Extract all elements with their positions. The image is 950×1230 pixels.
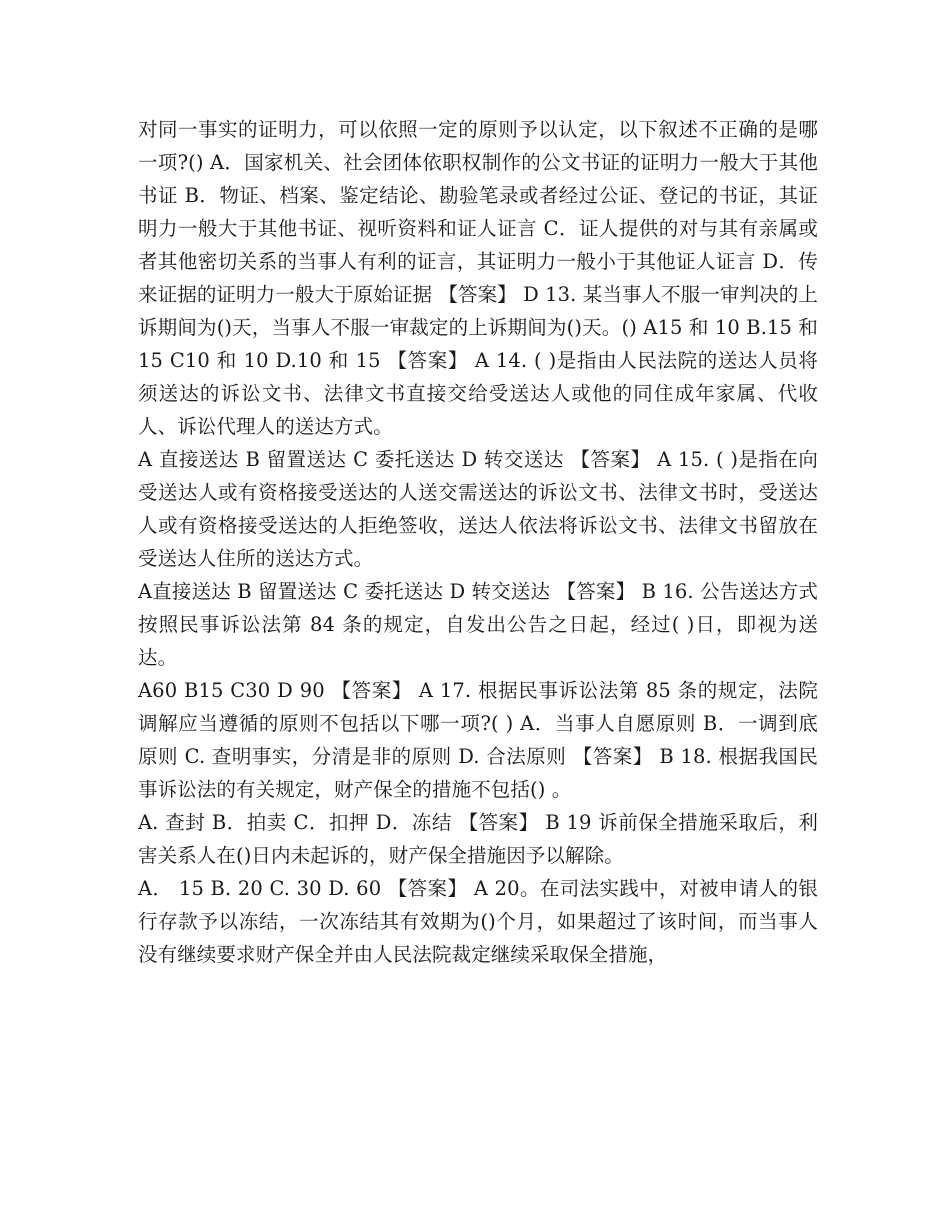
paragraph-q15-q16: A直接送达 B 留置送达 C 委托送达 D 转交送达 【答案】 B 16. 公告送达方式按照民事诉讼法第 84 条的规定，自发出公告之日起，经过( )日，即视为送达。 bbox=[138, 580, 818, 669]
paragraph-q16-q18: A60 B15 C30 D 90 【答案】 A 17. 根据民事诉讼法第 85 条的规定，法院调解应当遵循的原则不包括以下哪一项?( ) A．当事人自愿原则 B．一调到底原则 C. 查明事实，分清是非的原则 D. 合法原则 【答案】 B 18. 根据我国民事诉讼法的有关规定，财产保全的措施不包括() 。 bbox=[138, 679, 818, 801]
document-body bbox=[138, 113, 818, 971]
paragraph-q14-q15: A 直接送达 B 留置送达 C 委托送达 D 转交送达 【答案】 A 15. ( )是指在向受送达人或有资格接受送达的人送交需送达的诉讼文书、法律文书时，受送达人或有资格接受送达的人拒绝签收，送达人依法将诉讼文书、法律文书留放在受送达人住所的送达方式。 bbox=[138, 448, 818, 570]
paragraph-q18-q19: A. 查封 B．拍卖 C．扣押 D．冻结 【答案】 B 19 诉前保全措施采取后，利害关系人在()日内未起诉的，财产保全措施因予以解除。 bbox=[138, 811, 818, 867]
paragraph-q12-q14: 对同一事实的证明力，可以依照一定的原则予以认定，以下叙述不正确的是哪一项?() A．国家机关、社会团体依职权制作的公文书证的证明力一般大于其他书证 B．物证、档案、鉴定结论、勘验笔录或者经过公证、登记的书证，其证明力一般大于其他书证、视听资料和证人证言 C．证人提供的对与其有亲属或者其他密切关系的当事人有利的证言，其证明力一般小于其他证人证言 D．传来证据的证明力一般大于原始证据 【答案】 D 13. 某当事人不服一审判决的上诉期间为()天，当事人不服一审裁定的上诉期间为()天。() A15 和 10 B.15 和 15 C10 和 10 D.10 和 15 【答案】 A 14. ( )是指由人民法院的送达人员将须送达的诉讼文书、法律文书直接交给受送达人或他的同住成年家属、代收人、诉讼代理人的送达方式。 bbox=[138, 118, 818, 438]
paragraph-q19-q20: A． 15 B. 20 C. 30 D. 60 【答案】 A 20。在司法实践中，对被申请人的银行存款予以冻结，一次冻结其有效期为()个月，如果超过了该时间，而当事人没有继续要求财产保全并由人民法院裁定继续采取保全措施， bbox=[138, 877, 818, 966]
